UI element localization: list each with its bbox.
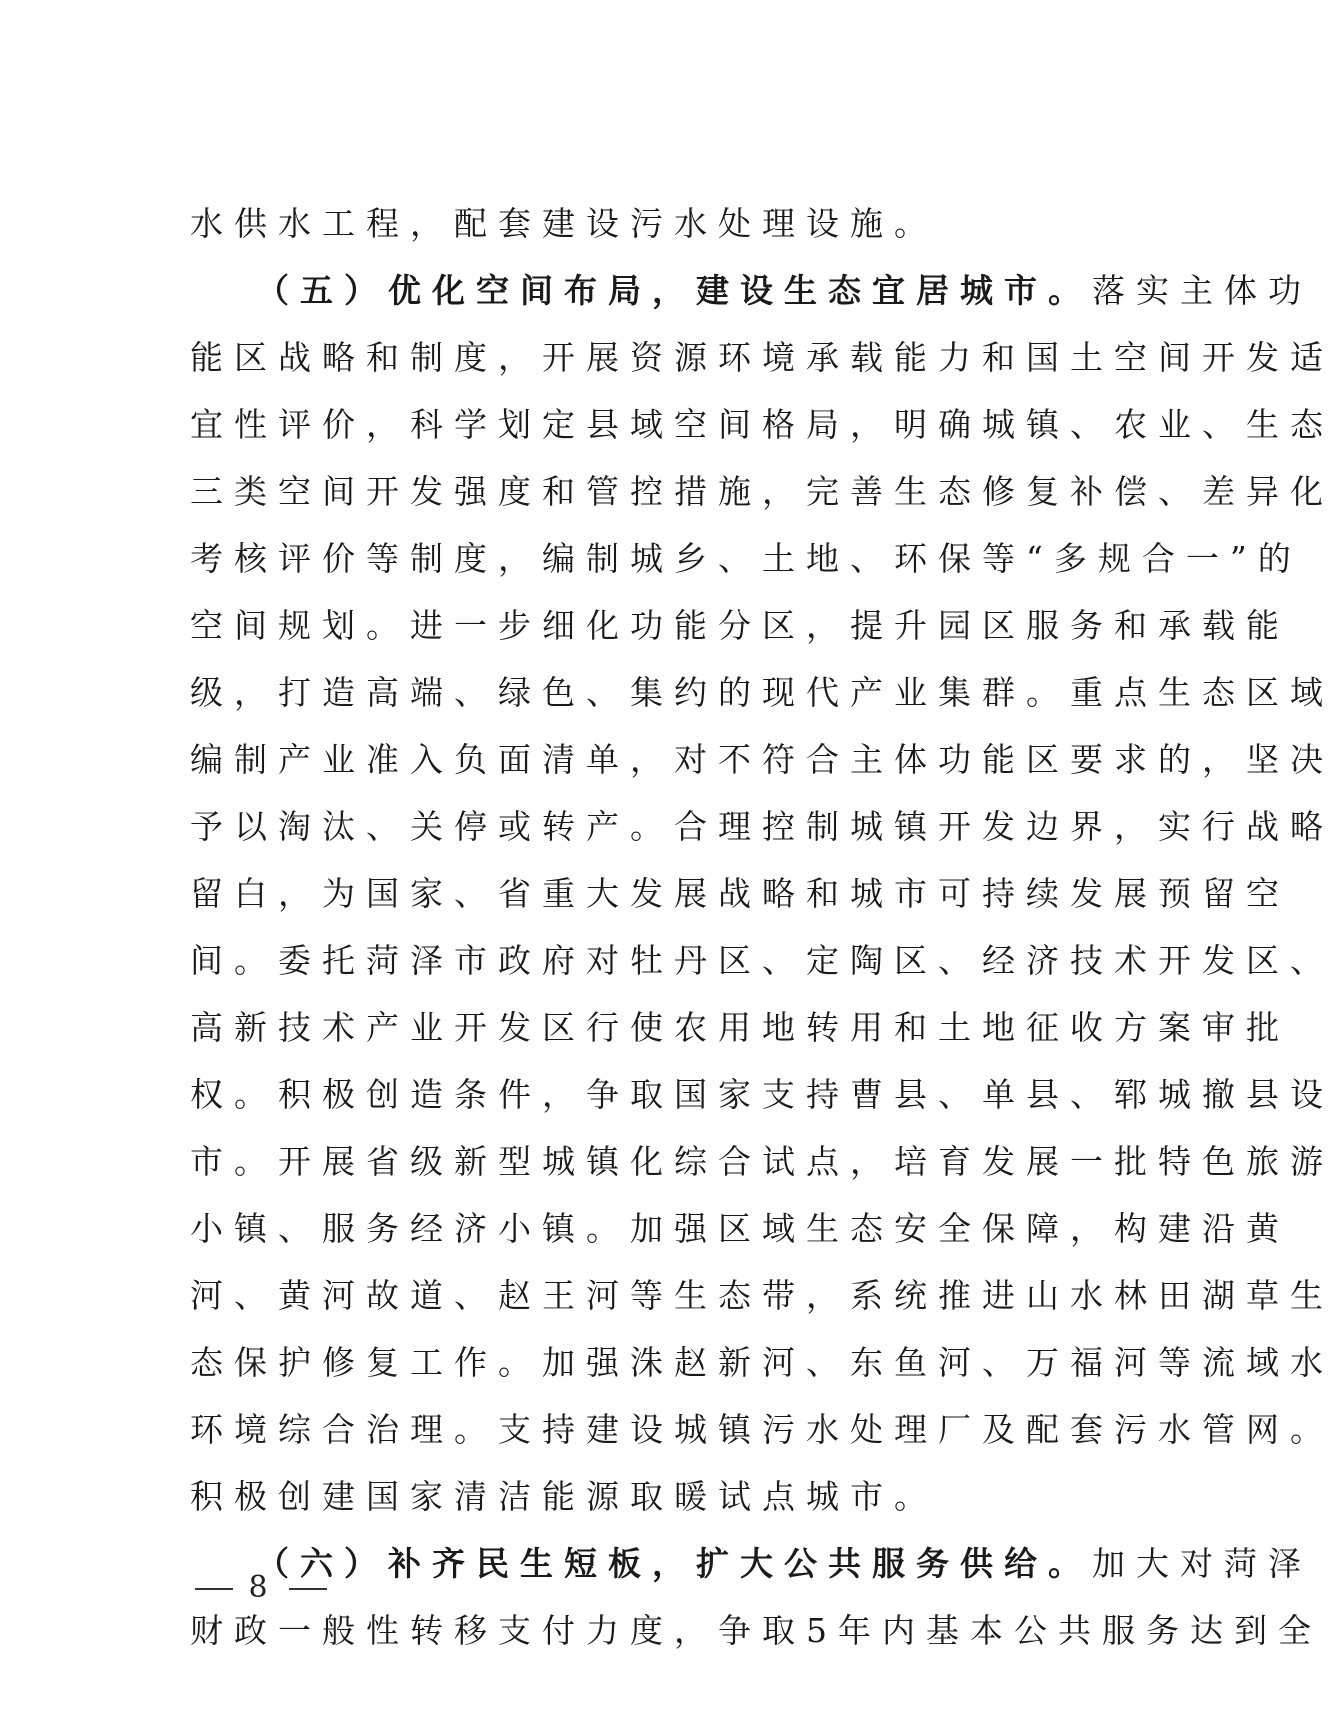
section-5-rest: 落实主体功 [1092,271,1312,310]
text-line-11: 留白，为国家、省重大发展战略和城市可持续发展预留空 [190,874,1290,913]
page-number: 8 [248,1570,274,1605]
text-line-18: 态保护修复工作。加强洙赵新河、东鱼河、万福河等流域水 [190,1343,1334,1382]
text-line-4: 宜性评价，科学划定县域空间格局，明确城镇、农业、生态 [190,405,1334,444]
footer-dash-left [195,1588,233,1590]
text-line-17: 河、黄河故道、赵王河等生态带，系统推进山水林田湖草生 [190,1276,1334,1315]
text-line-20: 积极创建国家清洁能源取暖试点城市。 [190,1477,938,1516]
text-line-5: 三类空间开发强度和管控措施，完善生态修复补偿、差异化 [190,472,1334,511]
section-6-rest: 加大对菏泽 [1092,1544,1312,1583]
footer-dash-right [289,1588,327,1590]
text-line-7: 空间规划。进一步细化功能分区，提升园区服务和承载能 [190,606,1290,645]
section-5-first-line [190,257,1312,324]
document-body [190,190,1334,1664]
section-6-heading: （六）补齐民生短板，扩大公共服务供给。 [256,1544,1092,1583]
text-line-13: 高新技术产业开发区行使农用地转用和土地征收方案审批 [190,1008,1290,1047]
text-line-22: 财政一般性转移支付力度，争取5年内基本公共服务达到全 [190,1611,1322,1650]
text-line-19: 环境综合治理。支持建设城镇污水处理厂及配套污水管网。 [190,1410,1334,1449]
section-5-heading: （五）优化空间布局，建设生态宜居城市。 [256,271,1092,310]
page-number-footer [195,1570,327,1605]
text-line-6: 考核评价等制度，编制城乡、土地、环保等“多规合一”的 [190,539,1302,578]
text-line-12: 间。委托菏泽市政府对牡丹区、定陶区、经济技术开发区、 [190,941,1334,980]
text-line-3: 能区战略和制度，开展资源环境承载能力和国土空间开发适 [190,338,1334,377]
text-line-8: 级，打造高端、绿色、集约的现代产业集群。重点生态区域 [190,673,1334,712]
text-line-14: 权。积极创造条件，争取国家支持曹县、单县、郓城撤县设 [190,1075,1334,1114]
text-line-1: 水供水工程，配套建设污水处理设施。 [190,204,938,243]
text-line-16: 小镇、服务经济小镇。加强区域生态安全保障，构建沿黄 [190,1209,1290,1248]
text-line-9: 编制产业准入负面清单，对不符合主体功能区要求的，坚决 [190,740,1334,779]
text-line-10: 予以淘汰、关停或转产。合理控制城镇开发边界，实行战略 [190,807,1334,846]
section-6-first-line [190,1530,1312,1597]
text-line-15: 市。开展省级新型城镇化综合试点，培育发展一批特色旅游 [190,1142,1334,1181]
